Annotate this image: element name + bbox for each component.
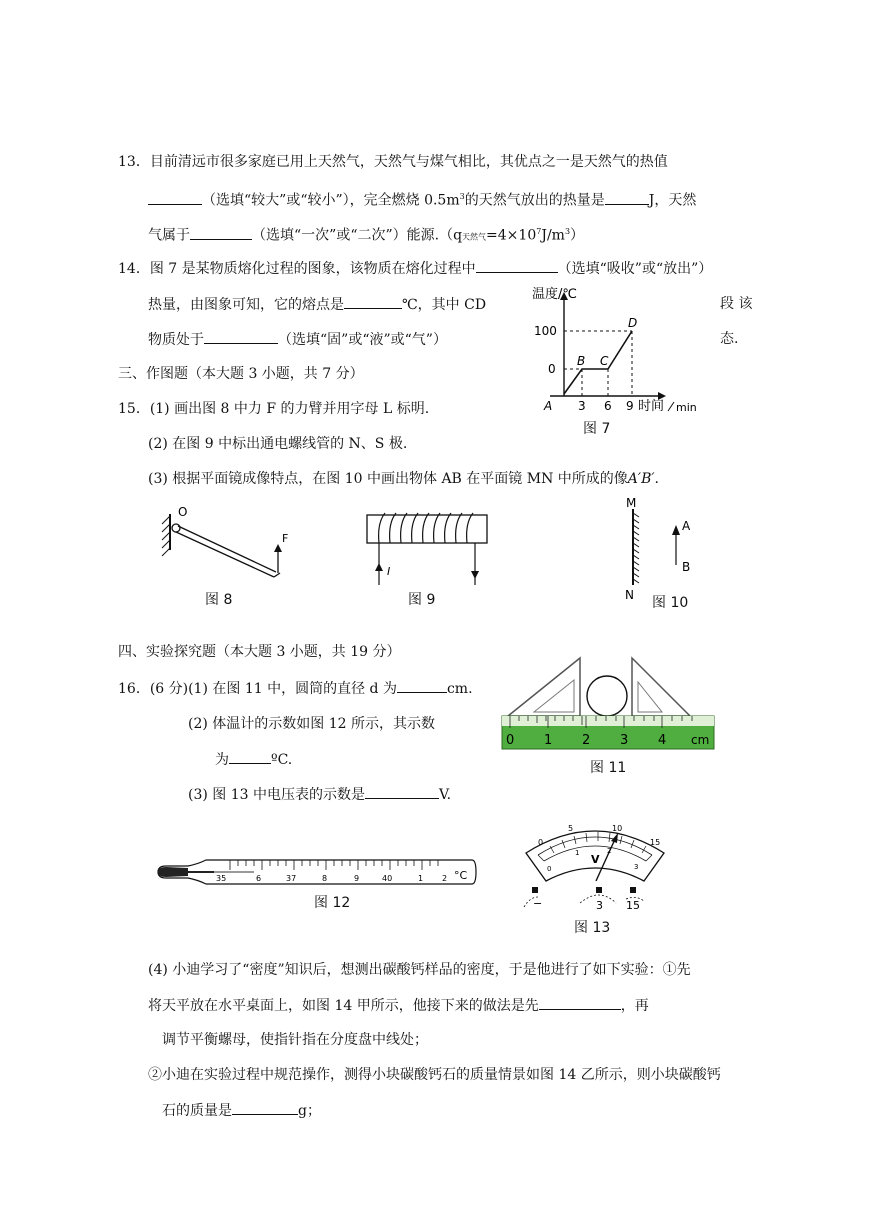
answer-blank[interactable]: [148, 190, 202, 205]
q16-line2: (2) 体温计的示数如图 12 所示，其示数: [188, 716, 435, 732]
answer-blank[interactable]: [605, 190, 649, 205]
fig13-caption: 图 13: [574, 920, 611, 936]
fig12-tick-9: 9: [354, 874, 360, 883]
fig13-top-5: 5: [568, 824, 574, 833]
figure-8-lever: [150, 500, 300, 585]
fig7-point-d: D: [628, 316, 638, 330]
fig13-term-minus: −: [533, 897, 543, 910]
q16-line6: 将天平放在水平桌面上，如图 14 甲所示，他接下来的做法是先 ，再: [148, 995, 649, 1016]
q16-line9: 石的质量是 g；: [162, 1100, 321, 1121]
fig10-label-b: B: [682, 560, 691, 574]
fig7-x3: 3: [578, 399, 586, 413]
fig9-caption: 图 9: [408, 592, 436, 608]
figure-13-voltmeter: [520, 815, 670, 921]
q14-line3-end: 态.: [720, 331, 739, 347]
fig11-caption: 图 11: [590, 760, 627, 776]
fig7-caption: 图 7: [583, 421, 611, 437]
section-3-heading: 三、作图题（本大题 3 小题，共 7 分）: [118, 366, 364, 382]
fig13-inner-3: 3: [634, 863, 639, 871]
fig13-inner-1: 1: [575, 849, 580, 857]
fig12-tick-35: 35: [216, 874, 227, 883]
answer-blank[interactable]: [204, 329, 278, 344]
q13-line2: （选填“较大”或“较小”），完全燃烧 $0.5m^3$的天然气放出的热量是 J，天然: [148, 187, 696, 211]
fig7-y0: 0: [548, 362, 556, 376]
fig12-caption: 图 12: [314, 895, 351, 911]
q13-line3: 气属于 （选填“一次”或“二次”）能源.（q天然气$=4\times 10^7J/m^3$）: [148, 222, 584, 248]
q16-line5: (4) 小迪学习了“密度”知识后，想测出碳酸钙样品的密度，于是他进行了如下实验：①先: [148, 962, 691, 978]
answer-blank[interactable]: [190, 225, 252, 240]
fig12-tick-37: 37: [286, 874, 297, 883]
q14-line2-end: 段 该: [720, 296, 753, 312]
fig7-ylabel: 温度/℃: [532, 287, 577, 302]
fig12-tick-1: 1: [418, 874, 424, 883]
fig10-caption: 图 10: [652, 595, 689, 611]
fig12-tick-40: 40: [382, 874, 393, 883]
fig11-tick-2: 2: [582, 733, 591, 748]
fig12-tick-8: 8: [322, 874, 328, 883]
fig8-label-o: O: [178, 505, 188, 519]
fig10-label-n: N: [625, 588, 634, 602]
answer-blank[interactable]: [476, 258, 558, 273]
q14-line2: 热量，由图象可知，它的熔点是 ℃，其中 CD: [148, 294, 486, 315]
answer-blank[interactable]: [344, 294, 402, 309]
fig7-point-a: A: [544, 399, 553, 413]
fig10-label-m: M: [626, 496, 637, 510]
q16-line8: ②小迪在实验过程中规范操作，测得小块碳酸钙石的质量情景如图 14 乙所示，则小块碳酸钙: [148, 1067, 721, 1083]
figure-12-thermometer: [154, 852, 479, 892]
figure-7-graph: [520, 278, 710, 418]
fig10-label-a: A: [682, 519, 691, 533]
fig11-tick-1: 1: [544, 733, 553, 748]
figure-9-solenoid: [355, 505, 495, 590]
answer-blank[interactable]: [229, 749, 271, 764]
q13-line1: 13．目前清远市很多家庭已用上天然气，天然气与煤气相比，其优点之一是天然气的热值: [118, 154, 668, 170]
fig7-x9: 9: [626, 399, 634, 413]
q16-line1: 16．(6 分)(1) 在图 11 中，圆筒的直径 d 为 cm.: [118, 678, 473, 699]
answer-blank[interactable]: [232, 1100, 298, 1115]
answer-blank[interactable]: [365, 784, 439, 799]
fig11-unit: cm: [691, 733, 710, 747]
q15-line3: (3) 根据平面镜成像特点，在图 10 中画出物体 AB 在平面镜 MN 中所成的像A′B′.: [148, 471, 659, 487]
fig13-inner-2: 2: [607, 847, 612, 855]
answer-blank[interactable]: [397, 678, 447, 693]
fig8-caption: 图 8: [205, 592, 233, 608]
fig13-top-10: 10: [612, 824, 623, 833]
fig11-tick-0: 0: [506, 733, 515, 748]
q15-line1: 15．(1) 画出图 8 中力 F 的力臂并用字母 L 标明.: [118, 401, 430, 417]
figure-10-mirror: [610, 495, 700, 605]
fig12-unit: °C: [454, 869, 468, 882]
fig11-tick-4: 4: [658, 733, 667, 748]
q14-line1: 14．图 7 是某物质熔化过程的图象，该物质在熔化过程中 （选填“吸收”或“放出”）: [118, 258, 712, 279]
fig7-point-c: C: [600, 354, 609, 368]
fig11-tick-3: 3: [620, 733, 629, 748]
fig7-y100: 100: [534, 324, 557, 338]
fig12-tick-2: 2: [442, 874, 448, 883]
fig13-top-0: 0: [538, 838, 544, 847]
answer-blank[interactable]: [539, 995, 621, 1010]
fig12-tick-6: 6: [256, 874, 262, 883]
fig13-v-label: V: [591, 853, 600, 866]
q16-line4: (3) 图 13 中电压表的示数是 V.: [188, 784, 451, 805]
fig8-label-f: F: [282, 532, 289, 545]
section-4-heading: 四、实验探究题（本大题 3 小题，共 19 分）: [118, 644, 401, 660]
q16-line7: 调节平衡螺母，使指针指在分度盘中线处；: [162, 1032, 428, 1048]
q15-line2: (2) 在图 9 中标出通电螺线管的 N、S 极.: [148, 436, 408, 452]
q14-line3: 物质处于 （选填“固”或“液”或“气”）: [148, 329, 447, 350]
fig13-inner-0: 0: [547, 865, 552, 873]
q16-line3: 为 ºC.: [215, 749, 292, 770]
fig13-term-15: 15: [626, 899, 640, 912]
fig7-xunit: min: [676, 401, 697, 414]
fig13-top-15: 15: [650, 838, 661, 847]
fig9-label-i: I: [387, 565, 391, 578]
fig7-xlabel: 时间: [638, 399, 665, 414]
fig13-term-3: 3: [596, 899, 603, 912]
figure-11-ruler: [496, 654, 721, 754]
fig7-point-b: B: [577, 354, 586, 368]
fig7-x6: 6: [604, 399, 612, 413]
